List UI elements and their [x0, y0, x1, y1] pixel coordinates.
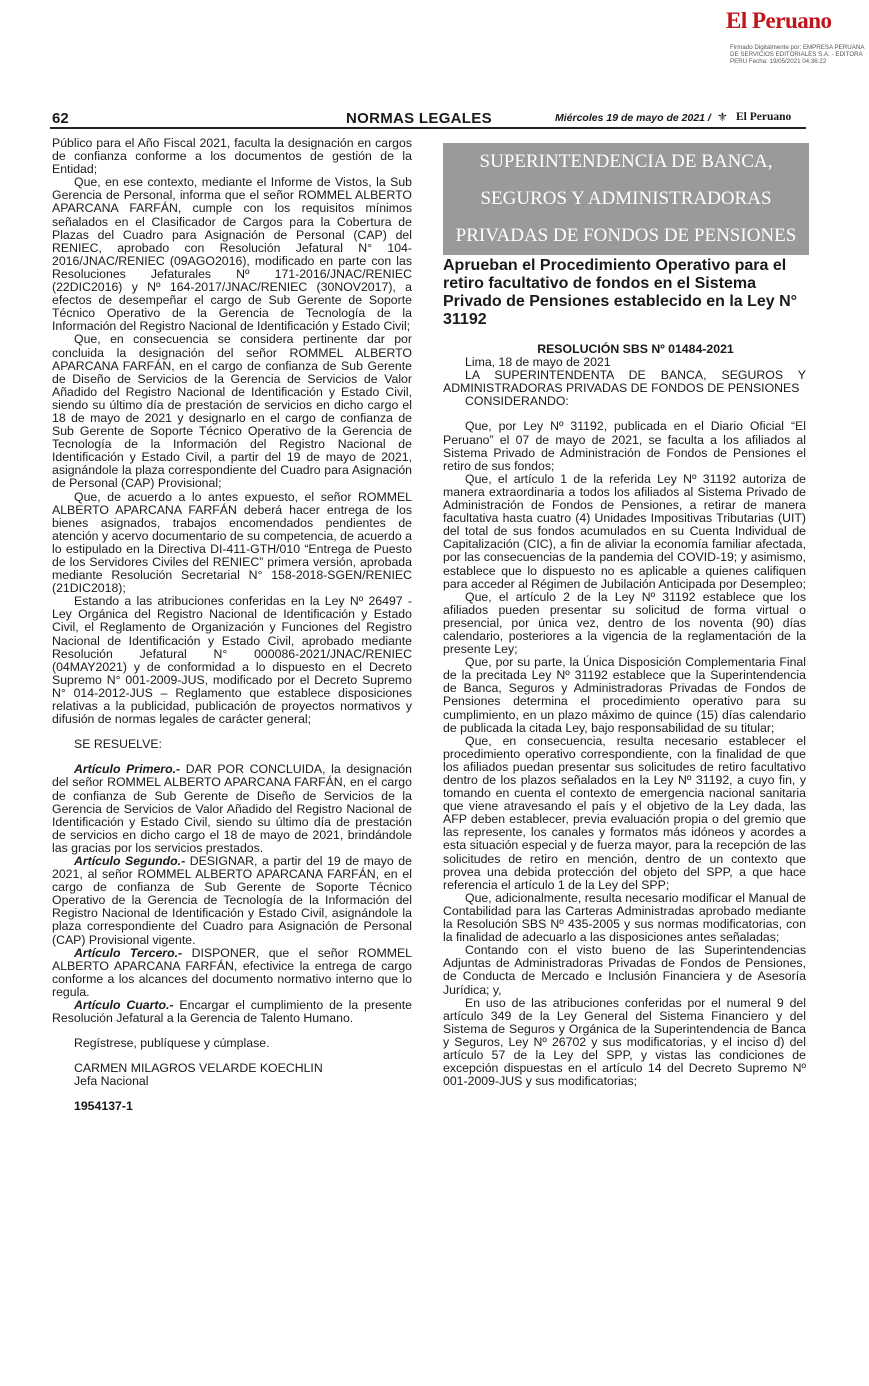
issuing-authority: LA SUPERINTENDENTA DE BANCA, SEGUROS Y ADMINISTRADORAS PRIVADAS DE FONDOS DE PENSIONES: [443, 368, 806, 396]
paragraph: Que, en consecuencia se considera pertinente dar por concluida la designación del señor ROMMEL ALBERTO APARCANA FARFÁN, en el cargo de confianza de Sub Gerente de Diseño de Servicios de la Gerencia de Servicios de Valor Añadido del Registro Nacional de Identificación y Estado Civil, siendo su último día de prestación de servicios en dicho cargo el 18 de mayo de 2021 y designarlo en el cargo de confianza de Sub Gerente de Soporte Técnico Operativo de la Gerencia de Tecnología de la Información del Registro Nacional de Identificación y Estado Civil, a partir del 19 de mayo de 2021, asignándole la plaza correspondiente del Cuadro para Asignación de Personal (CAP) Provisional;: [52, 332, 412, 491]
page-header: [50, 109, 806, 129]
signer-title: Jefa Nacional: [74, 1074, 149, 1089]
paragraph: Que, el artículo 1 de la referida Ley Nº 31192 autoriza de manera extraordinaria a todos los afiliados al Sistema Privado de Administración de Fondos de Pensiones, a retirar de manera facultativa hasta cuatro (4) Unidades Impositivas Tributarias (UIT) del total de sus fondos acumulados en su Cuenta Individual de Capitalización (CIC), a fin de aliviar la economía familiar afectada, por las consecuencias de la pandemia del COVID-19; y asimismo, establece que lo dispuesto no es aplicable a quienes califiquen para acceder al Régimen de Jubilación Anticipada por Desempleo;: [443, 471, 806, 591]
paragraph: Que, en consecuencia, resulta necesario establecer el procedimiento operativo correspondiente, con la finalidad de que los afiliados puedan presentar sus solicitudes de retiro facultativo dentro de los plazos señalados en la Ley Nº 31192, a cuyo fin, y tomando en cuenta el contexto de emergencia nacional sanitaria que viene atravesando el país y el objetivo de la Ley dada, las AFP deben establecer, previa evaluación propia o del gremio que las represente, los canales y formatos más idóneos y acordes a esta situación especial y de fuerza mayor, para la recepción de las solicitudes de retiro en mención, dentro de un contexto que provea una debida protección del objeto del SPP, a que hace referencia el artículo 1 de la Ley del SPP;: [443, 733, 806, 892]
article-text: Encargar el cumplimiento de la presente Resolución Jefatural a la Gerencia de Talento Humano.: [52, 998, 413, 1026]
paragraph: Que, adicionalmente, resulta necesario modificar el Manual de Contabilidad para las Carteras Administradas aprobado mediante la Resolución SBS Nº 435-2005 y sus normas modificatorias, con la finalidad de adecuarlo a las disposiciones antes señaladas;: [443, 890, 806, 945]
banner-line: PRIVADAS DE FONDOS DE PENSIONES: [455, 225, 797, 246]
paragraph: Público para el Año Fiscal 2021, faculta la designación en cargos de confianza conforme a los documentos de gestión de la Entidad;: [52, 136, 412, 177]
resolves-heading: SE RESUELVE:: [74, 737, 162, 752]
page-number: 62: [52, 110, 69, 127]
signer-name: CARMEN MILAGROS VELARDE KOECHLIN: [74, 1061, 323, 1076]
paragraph: Que, el artículo 2 de la Ley Nº 31192 establece que los afiliados pueden presentar su solicitud de forma virtual o presencial, por única vez, dentro de los noventa (90) días calendario, posteriores a la vigencia de la reglamentación de la presente Ley;: [443, 589, 806, 657]
considering-heading: CONSIDERANDO:: [465, 394, 569, 409]
article-2: [52, 855, 412, 947]
article-1: [52, 763, 412, 855]
banner-line: SUPERINTENDENCIA DE BANCA,: [479, 151, 773, 172]
article-label: Artículo Primero.-: [74, 762, 181, 777]
norm-title: Aprueban el Procedimiento Operativo para el retiro facultativo de fondos en el Sistema Privado de Pensiones establecido en la Ley N° 31192: [443, 257, 798, 328]
article-3: [52, 947, 412, 999]
paragraph: Que, por Ley Nº 31192, publicada en el Diario Oficial “El Peruano” el 07 de mayo de 2021, se faculta a los afiliados al Sistema Privado de Administración de Fondos de Pensiones el retiro de sus fondos;: [443, 419, 806, 473]
section-title: NORMAS LEGALES: [346, 110, 492, 127]
publication-code: 1954137-1: [74, 1099, 133, 1114]
article-label: Artículo Cuarto.-: [74, 998, 174, 1012]
paragraph: Que, por su parte, la Única Disposición Complementaria Final de la precitada Ley Nº 31192 establece que la Superintendencia de Banca, Seguros y Administradoras Privadas de Fondos de Pensiones determina el procedimiento operativo para su cumplimiento, en un plazo máximo de quince (15) días calendario de publicada la citada Ley, bajo responsabilidad de su titular;: [443, 655, 806, 735]
resolution-number: RESOLUCIÓN SBS Nº 01484-2021: [537, 342, 734, 356]
article-4: [52, 999, 412, 1025]
paragraph: Que, de acuerdo a lo antes expuesto, el señor ROMMEL ALBERTO APARCANA FARFÁN deberá hacer entrega de los bienes asignados, trabajos encomendados pendientes de atención y acervo documentario de su competencia, de acuerdo a lo estipulado en la Directiva DI-411-GTH/010 “Entrega de Puesto de los Servidores Civiles del RENIEC” primera versión, aprobada mediante Resolución Secretarial N° 158-2018-SGEN/RENIEC (21DIC2018);: [52, 489, 412, 596]
paragraph: Contando con el visto bueno de las Superintendencias Adjuntas de Administradoras Privadas de Fondos de Pensiones, de Conducta de Mercado e Inclusión Financiera y de Asesoría Jurídica; y,: [443, 943, 806, 997]
article-text: DAR POR CONCLUIDA, la designación del señor ROMMEL ALBERTO APARCANA FARFÁN, en el cargo de confianza de Sub Gerente de Diseño de Servicios de la Gerencia de Servicios de Valor Añadido del Registro Nacional de Identificación y Estado Civil, siendo su último día de prestación de servicios en dicho cargo el 18 de mayo de 2021, brindándole las gracias por los servicios prestados.: [52, 762, 412, 855]
right-column: [443, 257, 806, 1088]
institution-banner: [443, 143, 809, 255]
digital-signature-note: Firmado Digitalmente por: EMPRESA PERUANA DE SERVICIOS EDITORIALES S.A. - EDITORA PERU Fecha: 19/05/2021 04:36:22: [730, 44, 865, 66]
publication-date: Miércoles 19 de mayo de 2021 /: [555, 112, 711, 124]
left-column: [52, 137, 412, 1114]
article-text: DESIGNAR, a partir del 19 de mayo de 2021, al señor ROMMEL ALBERTO APARCANA FARFÁN, en el cargo de confianza de Sub Gerente de Soporte Técnico Operativo de la Gerencia de Tecnología de la Información del Registro Nacional de Identificación y Estado Civil, asignándole la plaza correspondiente del Cuadro para Asignación de Personal (CAP) Provisional vigente.: [52, 853, 412, 947]
banner-line: SEGUROS Y ADMINISTRADORAS: [480, 188, 772, 209]
paragraph: Estando a las atribuciones conferidas en la Ley Nº 26497 - Ley Orgánica del Registro Nacional de Identificación y Estado Civil, el Reglamento de Organización y Funciones del Registro Nacional de Identificación y Estado Civil, aprobado mediante Resolución Jefatural N° 000086-2021/JNAC/RENIEC (04MAY2021) y de conformidad a lo dispuesto en el Decreto Supremo N° 001-2009-JUS, modificado por el Decreto Supremo N° 014-2012-JUS – Reglamento que establece disposiciones relativas a la publicidad, publicación de proyectos normativos y difusión de normas legales de carácter general;: [52, 594, 412, 727]
paragraph: En uso de las atribuciones conferidas por el numeral 9 del artículo 349 de la Ley General del Sistema Financiero y del Sistema de Seguros y Orgánica de la Superintendencia de Banca y Seguros, Ley Nº 26702 y sus modificatorias, y el inciso d) del artículo 57 de la Ley del SPP, y vistas las condiciones de excepción dispuestas en el artículo 14 del Decreto Supremo Nº 001-2009-JUS y sus modificatorias;: [443, 995, 806, 1089]
place-date: Lima, 18 de mayo de 2021: [465, 355, 611, 370]
article-text: DISPONER, que el señor ROMMEL ALBERTO APARCANA FARFÁN, efectivice la entrega de cargo conforme a los alcances del documento normativo interno que lo regula.: [52, 945, 412, 999]
closing-formula: Regístrese, publíquese y cúmplase.: [74, 1036, 270, 1051]
coat-of-arms-icon: ⚜: [717, 110, 728, 124]
paragraph: Que, en ese contexto, mediante el Informe de Vistos, la Sub Gerencia de Personal, informa que el señor ROMMEL ALBERTO APARCANA FARFÁN, cumple con los requisitos mínimos señalados en el Clasificador de Cargos para la Cobertura de Plazas del Cuadro para Asignación de Personal (CAP) del RENIEC, aprobado con Resolución Jefatural N° 104-2016/JNAC/RENIEC (09AGO2016), modificado en parte con las Resoluciones Jefaturales Nº 171-2016/JNAC/RENIEC (22DIC2016) y Nº 164-2017/JNAC/RENIEC (30NOV2017), a efectos de desempeñar el cargo de Sub Gerente de Soporte Técnico Operativo de la Gerencia de Tecnología de la Información del Registro Nacional de Identificación y Estado Civil;: [52, 175, 412, 334]
article-label: Artículo Segundo.-: [74, 853, 186, 868]
el-peruano-logo: El Peruano: [726, 8, 832, 33]
header-brand: El Peruano: [736, 111, 792, 123]
article-label: Artículo Tercero.-: [74, 945, 183, 960]
